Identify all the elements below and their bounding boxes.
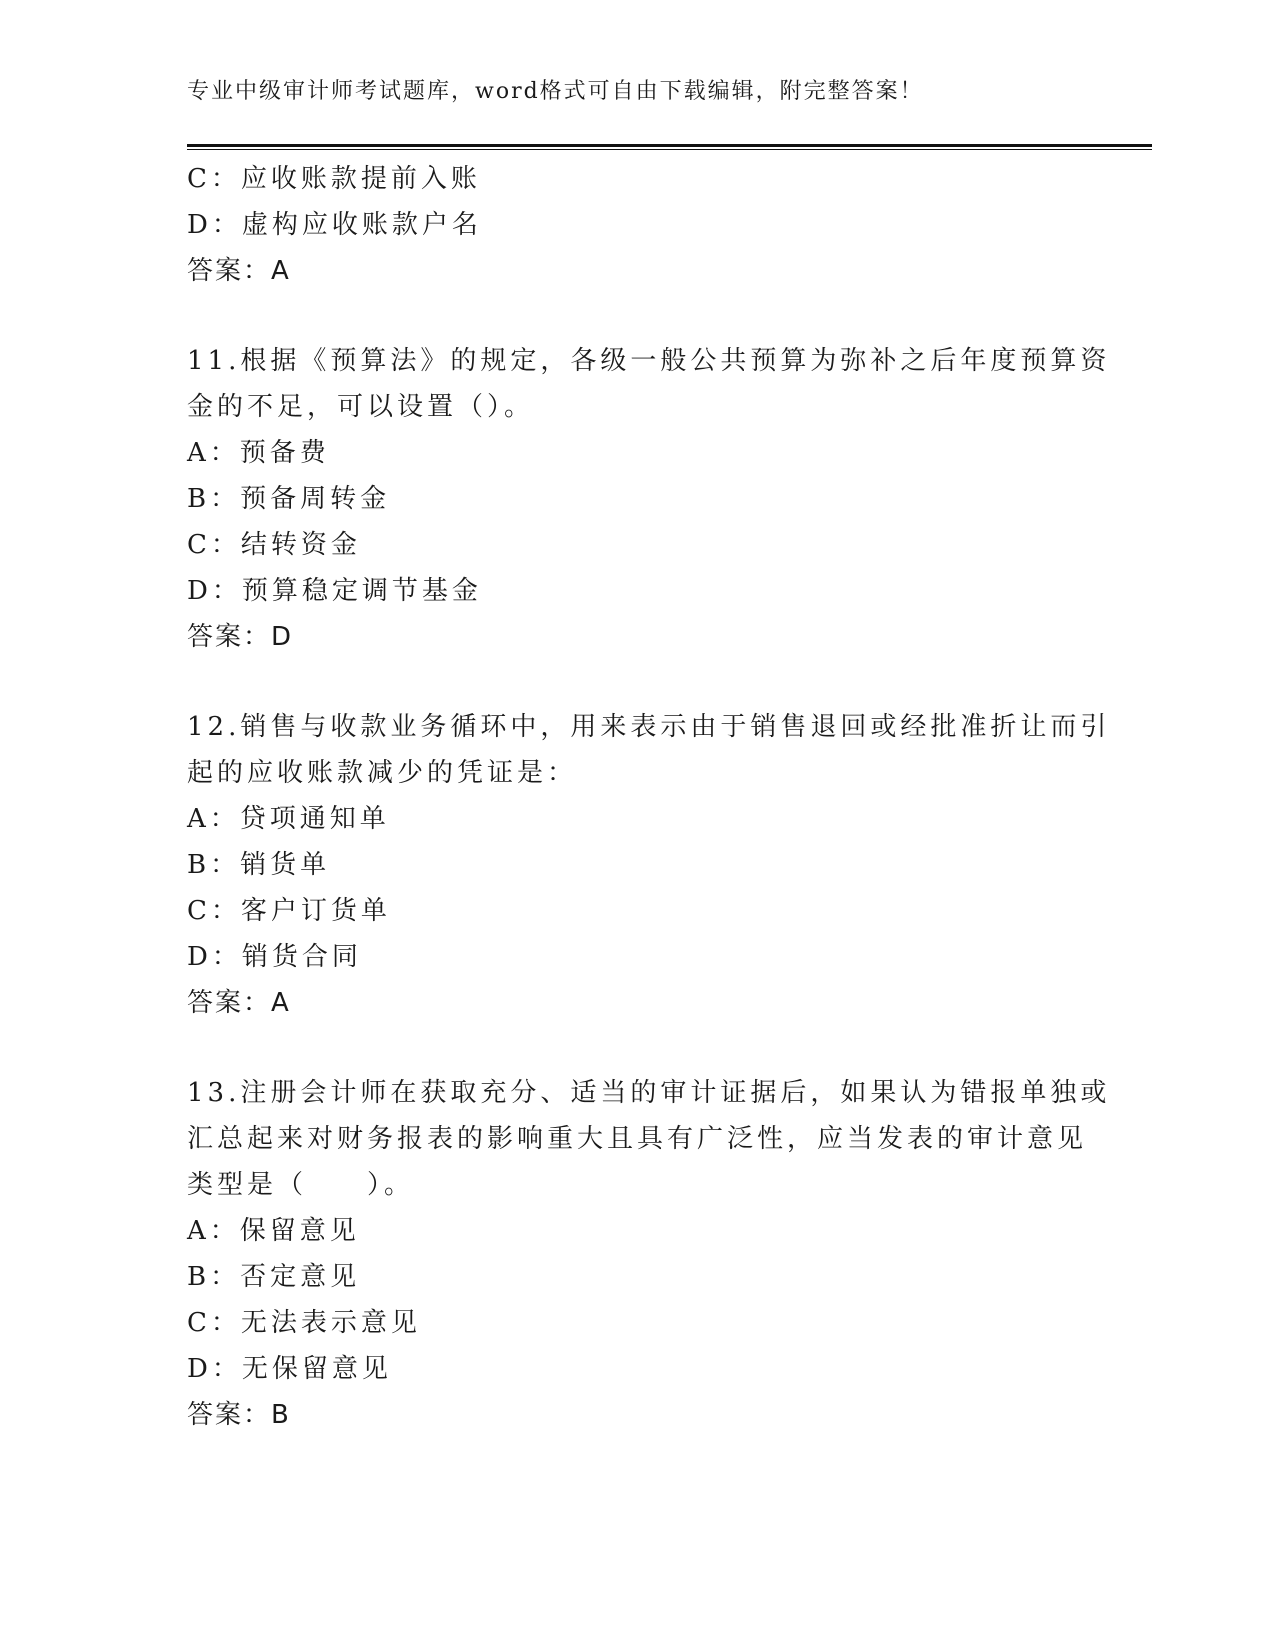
answer-line: 答案：A <box>187 256 291 286</box>
option-b: B：销货单 <box>187 850 331 880</box>
question-11 <box>187 338 1111 660</box>
header-divider-thin <box>187 149 1152 150</box>
question-13 <box>187 1070 1111 1438</box>
option-d: D：销货合同 <box>187 942 362 972</box>
question-stem: 金的不足，可以设置（）。 <box>187 392 535 422</box>
spacer <box>187 294 1087 338</box>
answer-line: 答案：B <box>187 1400 291 1430</box>
option-b: B：预备周转金 <box>187 484 391 514</box>
answer-line: 答案：A <box>187 988 291 1018</box>
option-a: A：贷项通知单 <box>187 804 390 834</box>
option-d: D：无保留意见 <box>187 1354 392 1384</box>
option-d: D：虚构应收账款户名 <box>187 210 482 240</box>
question-stem: 起的应收账款减少的凭证是： <box>187 758 578 788</box>
option-c: C：结转资金 <box>187 530 361 560</box>
answer-line: 答案：D <box>187 622 294 652</box>
header-divider <box>187 144 1152 151</box>
question-stem: 13.注册会计师在获取充分、适当的审计证据后，如果认为错报单独或 <box>187 1078 1111 1108</box>
question-stem: 汇总起来对财务报表的影响重大且具有广泛性，应当发表的审计意见 <box>187 1124 1088 1154</box>
option-c: C：无法表示意见 <box>187 1308 421 1338</box>
option-a: A：保留意见 <box>187 1216 360 1246</box>
option-d: D：预算稳定调节基金 <box>187 576 482 606</box>
header-divider-thick <box>187 144 1152 147</box>
question-10-continued <box>187 156 1087 294</box>
page-header: 专业中级审计师考试题库，word格式可自由下载编辑，附完整答案！ <box>187 79 924 104</box>
question-12 <box>187 704 1111 1026</box>
spacer <box>187 660 1087 704</box>
option-a: A：预备费 <box>187 438 330 468</box>
option-c: C：客户订货单 <box>187 896 391 926</box>
question-list <box>187 156 1111 1438</box>
question-stem: 类型是（ ）。 <box>187 1170 415 1200</box>
spacer <box>187 1026 1087 1070</box>
question-stem: 12.销售与收款业务循环中，用来表示由于销售退回或经批准折让而引 <box>187 712 1111 742</box>
option-c: C：应收账款提前入账 <box>187 164 481 194</box>
question-stem: 11.根据《预算法》的规定，各级一般公共预算为弥补之后年度预算资 <box>187 346 1111 376</box>
option-b: B：否定意见 <box>187 1262 361 1292</box>
